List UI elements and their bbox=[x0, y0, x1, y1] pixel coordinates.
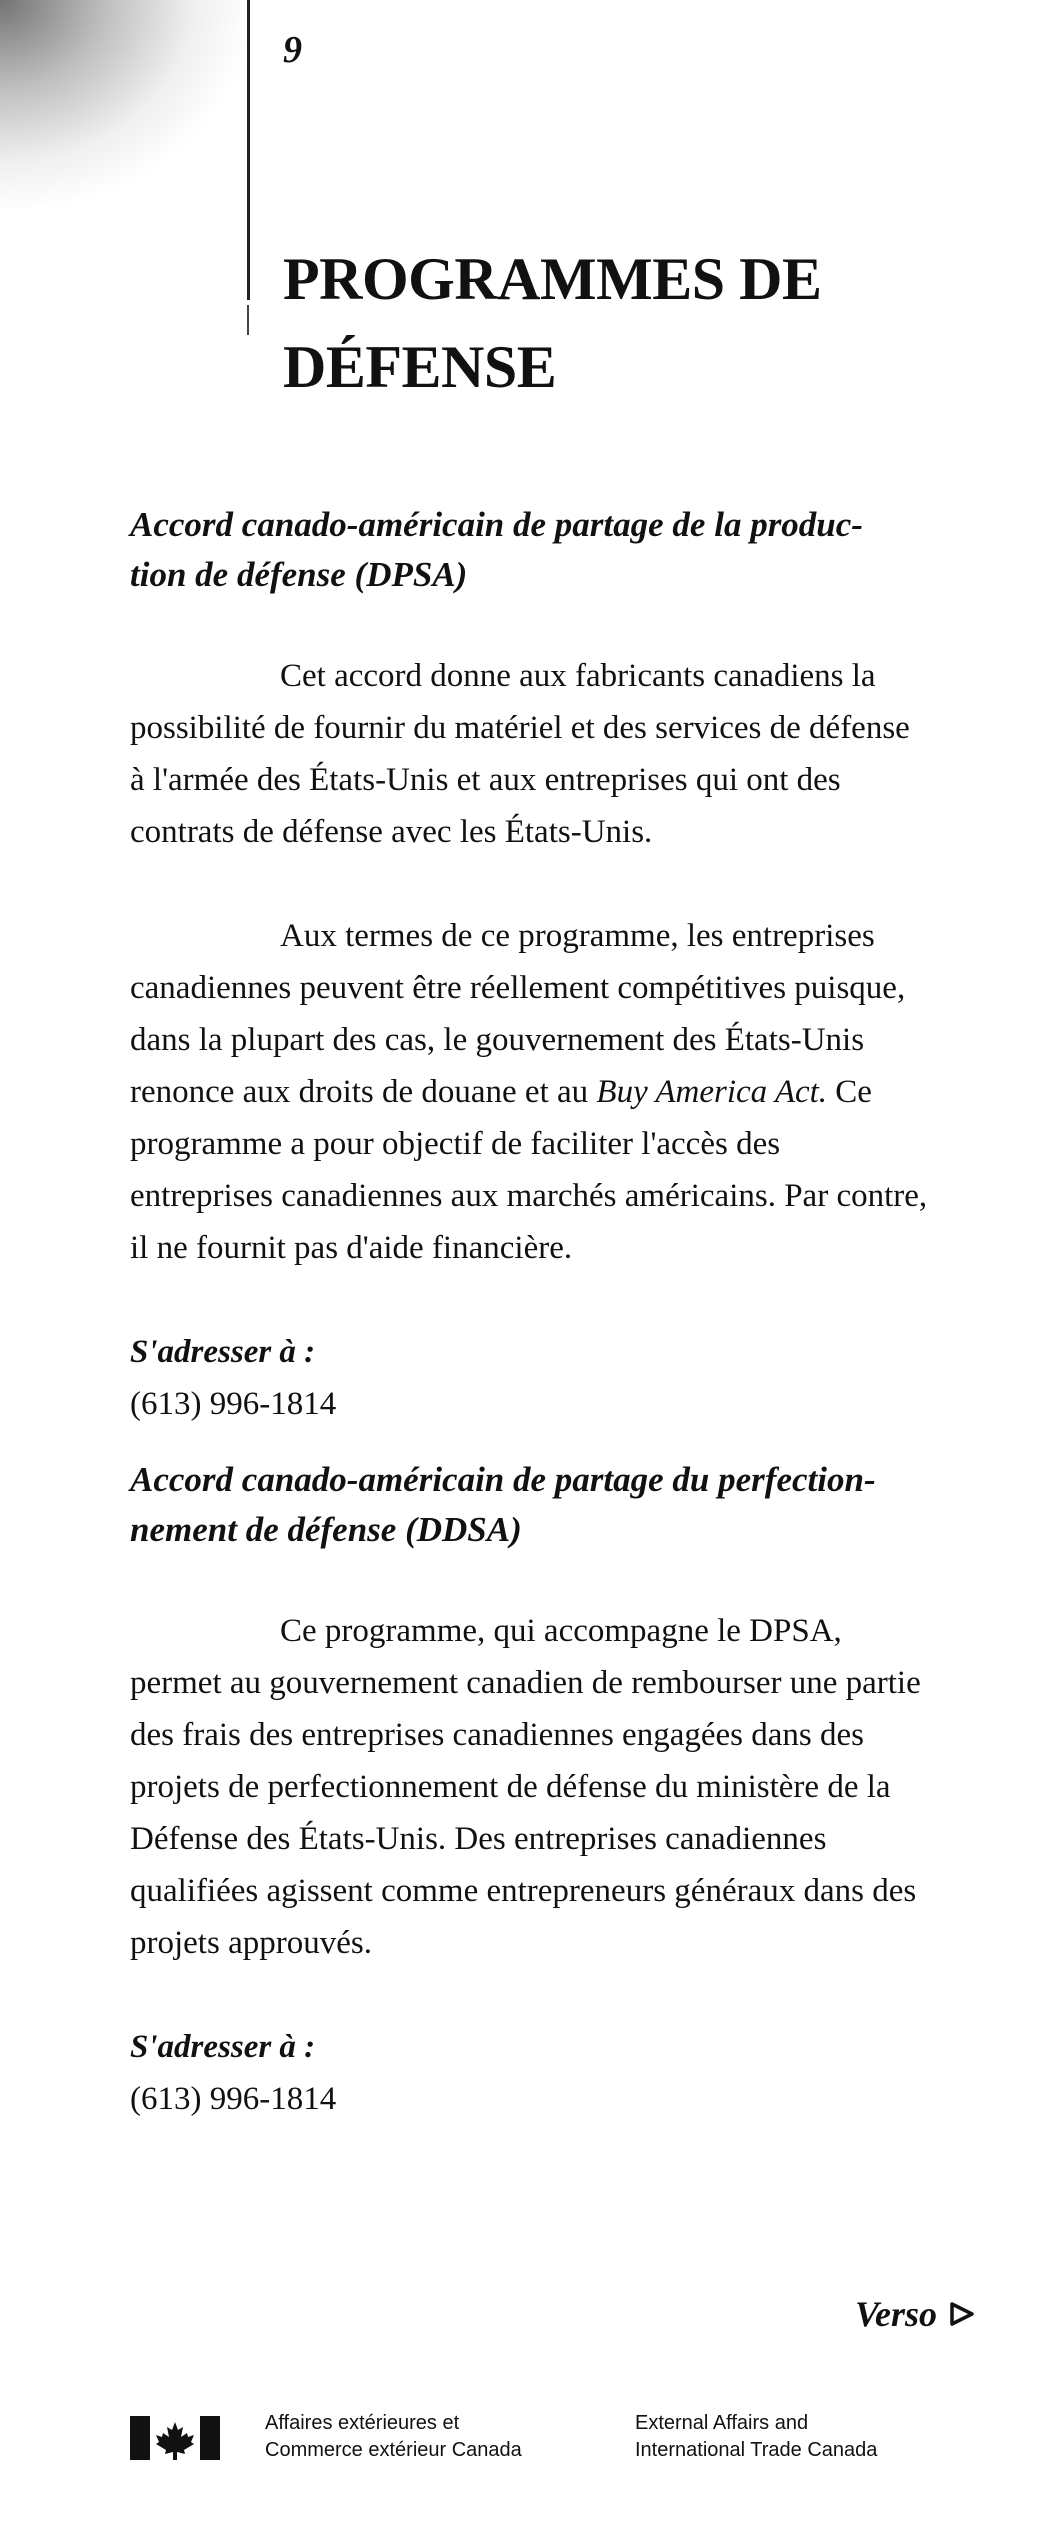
section-heading bbox=[130, 1455, 930, 1555]
section-dpsa bbox=[130, 500, 930, 1430]
footer-department-en bbox=[635, 2410, 877, 2464]
section-heading-line-2: tion de défense (DPSA) bbox=[130, 555, 468, 594]
corner-shading bbox=[0, 0, 250, 210]
paragraph-text: Ce programme a pour objectif de faciliter l'accès des entreprises canadiennes aux marchés américains. Par contre, il ne fournit pas d'aide financière. bbox=[130, 1074, 928, 1266]
footer-department-fr bbox=[265, 2410, 522, 2464]
footer-en-line-1: External Affairs and bbox=[635, 2412, 809, 2434]
verso-link[interactable] bbox=[855, 2293, 975, 2335]
section-heading bbox=[130, 500, 930, 600]
title-line-1: PROGRAMMES DE bbox=[283, 246, 822, 312]
paragraph-text: Aux termes de ce programme, les entreprises canadiennes peuvent être réellement compétitives puisque, dans la plupart des cas, le gouvernement des États-Unis renonce aux droits de douane et au bbox=[130, 918, 906, 1110]
footer-fr-line-2: Commerce extérieur Canada bbox=[265, 2439, 522, 2461]
title-line-2: DÉFENSE bbox=[283, 334, 557, 400]
section-heading-line-1: Accord canado-américain de partage du perfection- bbox=[130, 1460, 876, 1499]
paragraph bbox=[130, 910, 930, 1274]
contact-phone: (613) 996-1814 bbox=[130, 2081, 337, 2117]
canada-flag-icon bbox=[130, 2416, 220, 2460]
footer-en-line-2: International Trade Canada bbox=[635, 2439, 878, 2461]
verso-label: Verso bbox=[855, 2294, 938, 2334]
contact-label: S'adresser à : bbox=[130, 1334, 316, 1370]
section-heading-line-2: nement de défense (DDSA) bbox=[130, 1510, 522, 1549]
footer-fr-line-1: Affaires extérieures et bbox=[265, 2412, 460, 2434]
page-number: 9 bbox=[283, 29, 302, 71]
margin-rule bbox=[247, 0, 250, 300]
triangle-right-icon bbox=[949, 2301, 975, 2327]
paragraph: Ce programme, qui accompagne le DPSA, permet au gouvernement canadien de rembourser une partie des frais des entreprises canadiennes engagées dans des projets de perfectionnement de défense du ministère de la Défense des États-Unis. Des entreprises canadiennes qualifiées agissent comme entrepreneurs généraux dans des projets approuvés. bbox=[130, 1613, 921, 1961]
contact-label: S'adresser à : bbox=[130, 2029, 316, 2065]
contact-phone: (613) 996-1814 bbox=[130, 1386, 337, 1422]
footer bbox=[130, 2410, 980, 2470]
section-heading-line-1: Accord canado-américain de partage de la produc- bbox=[130, 505, 863, 544]
page-title bbox=[283, 235, 821, 411]
margin-rule-tail bbox=[247, 305, 249, 335]
act-name: Buy America Act. bbox=[596, 1074, 828, 1110]
paragraph: Cet accord donne aux fabricants canadiens la possibilité de fournir du matériel et des services de défense à l'armée des États-Unis et aux entreprises qui ont des contrats de défense avec les États-Unis. bbox=[130, 658, 910, 850]
section-ddsa bbox=[130, 1455, 930, 2125]
